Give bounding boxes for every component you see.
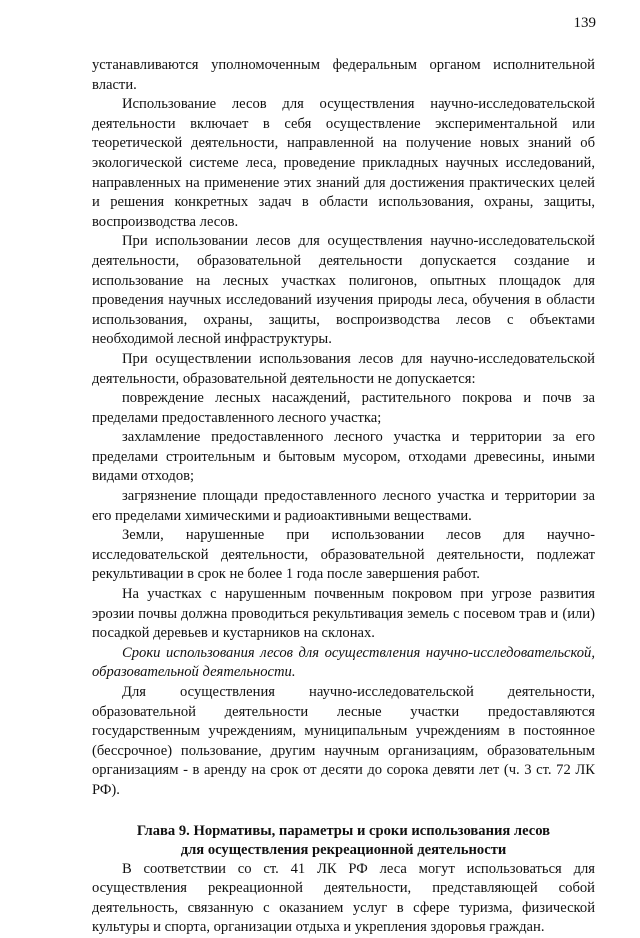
chapter-heading-line-1: Глава 9. Нормативы, параметры и сроки использования лесов xyxy=(136,822,551,839)
page-number: 139 xyxy=(573,15,596,31)
paragraph-erosion: На участках с нарушенным почвенным покровом при угрозе развития эрозии почвы должна проводиться рекультивация земель с посевом трав и (или) посадкой деревьев и кустарников на склонах. xyxy=(92,586,595,642)
paragraph-lease-terms: Для осуществления научно-исследовательской деятельности, образовательной деятельности лесные участки предоставляются государственным учреждениям, муниципальным учреждениям в постоянное (бессрочное) пользование, другим научным организациям, образовательным организациям - в аренду на срок от десяти до сорока девяти лет (ч. 3 ст. 72 ЛК РФ). xyxy=(92,684,595,798)
document-body xyxy=(92,56,595,938)
chapter-heading-line-2: для осуществления рекреационной деятельности xyxy=(180,841,507,858)
subheading-terms: Сроки использования лесов для осуществления научно-исследовательской, образовательной деятельности. xyxy=(92,644,595,681)
list-item-littering: захламление предоставленного лесного участка и территории за его пределами строительным и бытовым мусором, отходами древесины, иными видами отходов; xyxy=(92,429,595,485)
chapter-heading xyxy=(92,822,595,860)
paragraph-3: При использовании лесов для осуществления научно-исследовательской деятельности, образовательной деятельности допускается создание и использование на лесных участках полигонов, опытных площадок для проведения научных исследований изучения природы леса, обучения в области использования, охраны, защиты, воспроизводства лесов с объектами необходимой лесной инфраструктуры. xyxy=(92,233,595,348)
paragraph-recultivation: Земли, нарушенные при использовании лесов для научно-исследовательской деятельности, образовательной деятельности, подлежат рекультивации в срок не более 1 года после завершения работ. xyxy=(92,527,595,583)
paragraph-4: При осуществлении использования лесов для научно-исследовательской деятельности, образовательной деятельности не допускается: xyxy=(92,350,595,387)
paragraph-2: Использование лесов для осуществления научно-исследовательской деятельности включает в себя осуществление экспериментальной или теоретической деятельности, направленной на получение новых знаний об экологической системе леса, проведение прикладных научных исследований, направленных на применение этих знаний для достижения практических целей и решения конкретных задач в области использования, охраны, защиты, воспроизводства лесов. xyxy=(92,96,595,230)
list-item-damage: повреждение лесных насаждений, растительного покрова и почв за пределами предоставленного лесного участка; xyxy=(92,390,595,426)
paragraph-1: устанавливаются уполномоченным федеральным органом исполнительной власти. xyxy=(92,57,595,93)
list-item-pollution: загрязнение площади предоставленного лесного участка и территории за его пределами химическими и радиоактивными веществами. xyxy=(92,488,595,524)
paragraph-recreation: В соответствии со ст. 41 ЛК РФ леса могут использоваться для осуществления рекреационной деятельности, представляющей собой деятельность, связанную с оказанием услуг в сфере туризма, физической культуры и спорта, организации отдыха и укрепления здоровья граждан. xyxy=(92,860,595,936)
